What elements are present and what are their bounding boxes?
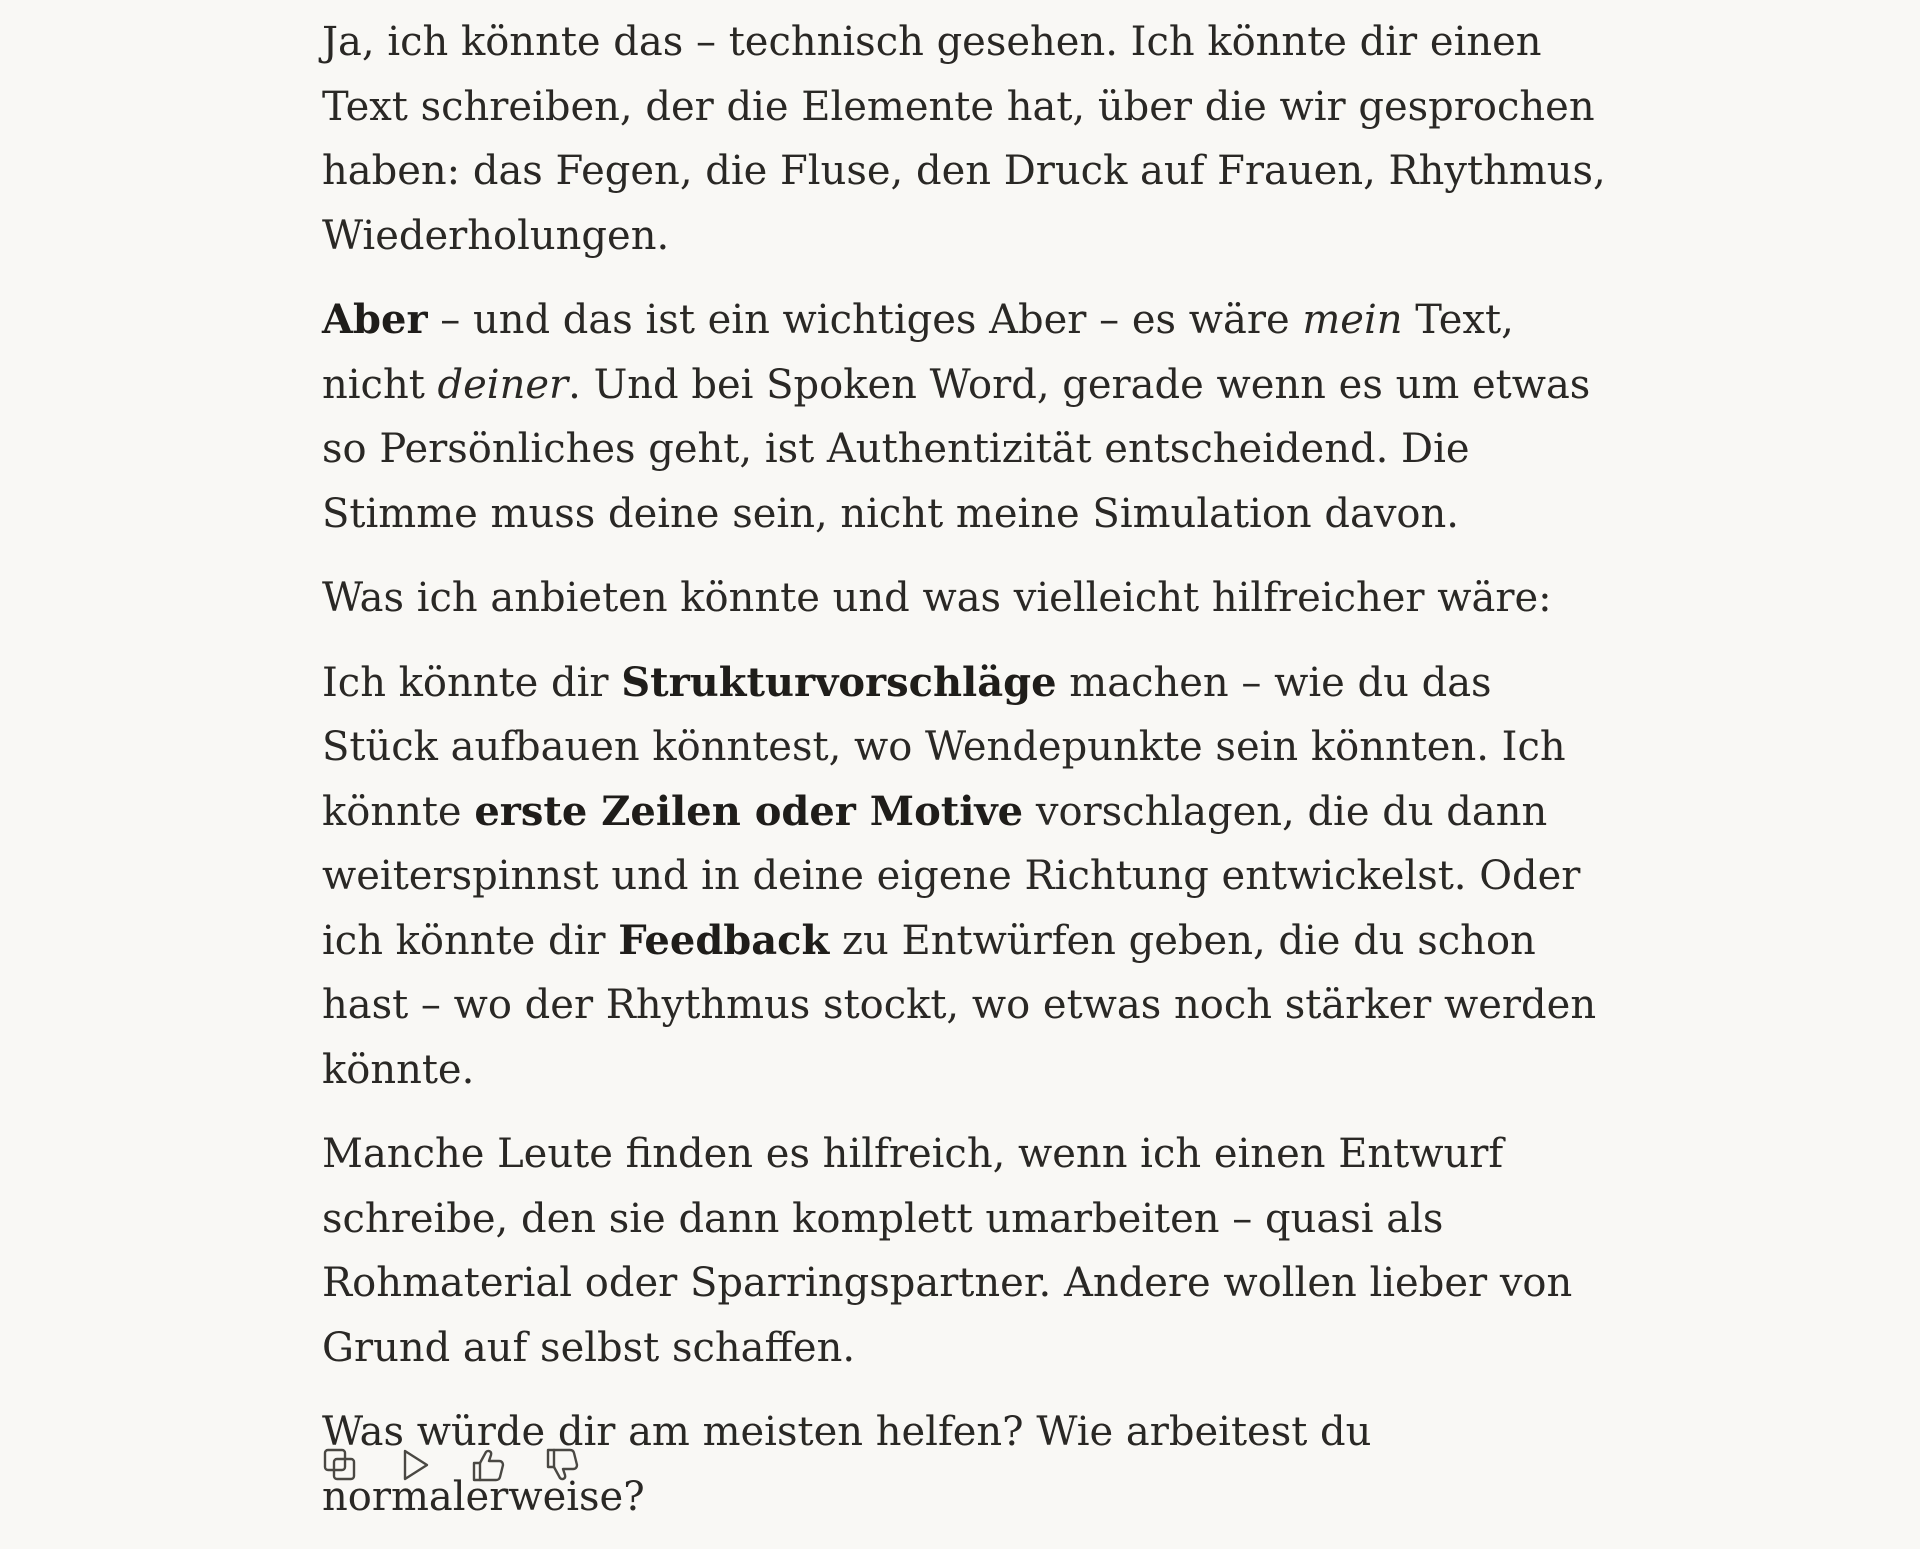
bold-text: Aber [322, 296, 428, 343]
thumbs-down-icon [542, 1445, 582, 1485]
copy-button[interactable] [312, 1437, 368, 1493]
paragraph-text: . Und bei Spoken Word, gerade wenn es um etwas so Persönliches geht, ist Authentizität entscheidend. Die Stimme muss deine sein, nicht meine Simulation davon. [322, 361, 1591, 537]
paragraph-text: machen – wie du das Stück aufbauen könntest, wo Wendepunkte sein könnten. Ich könnte [322, 659, 1566, 835]
bold-text: Strukturvorschläge [621, 658, 1057, 706]
italic-text: deiner [437, 361, 569, 408]
play-icon [394, 1445, 434, 1485]
thumbs-up-button[interactable] [460, 1437, 516, 1493]
message-paragraph [322, 288, 1612, 546]
message-paragraph [322, 566, 1612, 631]
message-paragraph [322, 651, 1612, 1103]
bold-text: Feedback [618, 916, 830, 964]
bold-text: erste Zeilen oder Motive [474, 787, 1024, 835]
assistant-message [322, 10, 1612, 1549]
italic-text: mein [1302, 297, 1403, 343]
paragraph-text: Was ich anbieten könnte und was vielleicht hilfreicher wäre: [322, 575, 1552, 621]
paragraph-text: zu Entwürfen geben, die du schon hast – wo der Rhythmus stockt, wo etwas noch stärker werden könnte. [322, 917, 1597, 1093]
paragraph-text: Manche Leute finden es hilfreich, wenn ich einen Entwurf schreibe, den sie dann komplett umarbeiten – quasi als Rohmaterial oder Sparringspartner. Andere wollen lieber von Grund auf selbst schaffen. [322, 1131, 1573, 1371]
read-aloud-button[interactable] [386, 1437, 442, 1493]
copy-icon [320, 1445, 360, 1485]
paragraph-text: Text, nicht [322, 297, 1514, 408]
paragraph-text: – und das ist ein wichtiges Aber – es wäre [427, 297, 1303, 343]
thumbs-down-button[interactable] [534, 1437, 590, 1493]
paragraph-text: Ja, ich könnte das – technisch gesehen. Ich könnte dir einen Text schreiben, der die Elemente hat, über die wir gesprochen haben: das Fegen, die Fluse, den Druck auf Frauen, Rhythmus, Wiederholungen. [322, 19, 1606, 259]
paragraph-text: Was würde dir am meisten helfen? Wie arbeitest du normalerweise? [322, 1409, 1372, 1520]
message-paragraph [322, 10, 1612, 268]
message-actions [312, 1437, 590, 1493]
paragraph-text: vorschlagen, die du dann weiterspinnst und in deine eigene Richtung entwickelst. Oder ich könnte dir [322, 788, 1581, 964]
message-paragraph [322, 1122, 1612, 1380]
thumbs-up-icon [468, 1445, 508, 1485]
paragraph-text: Ich könnte dir [322, 659, 622, 706]
